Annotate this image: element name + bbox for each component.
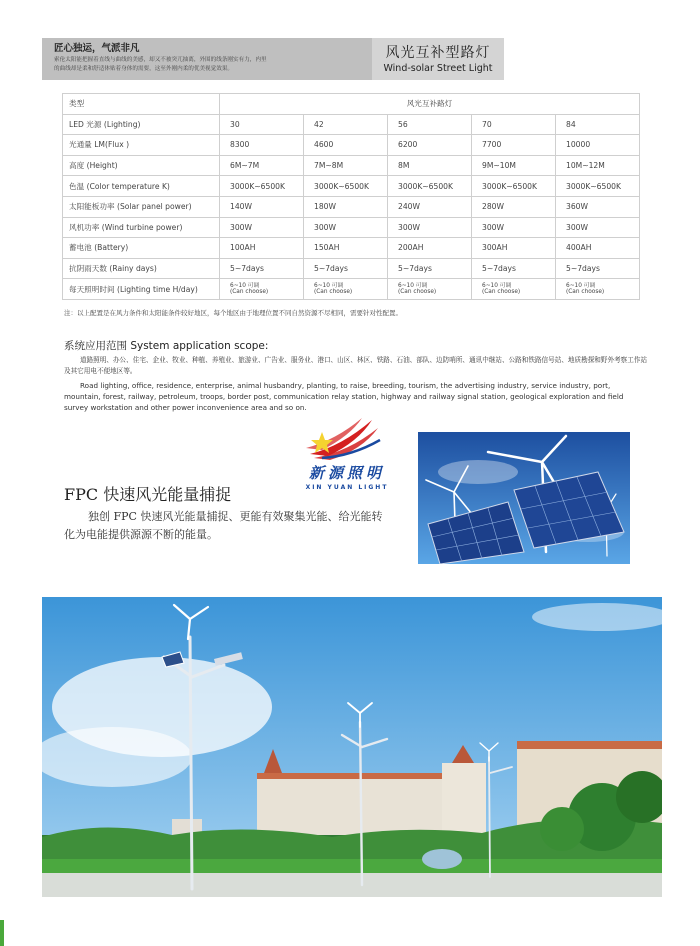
- table-note: 注：以上配置是在风力条件和太阳能条件较好地区，每个地区由于地理位置不同自然资源不尽相同，需要针对性配置。: [64, 309, 402, 317]
- table-cell: 5~7days: [220, 258, 304, 279]
- row-label: 太阳能板功率 (Solar panel power): [63, 196, 220, 217]
- scope-text-cn: 道路照明、办公、住宅、企业、牧业、种植、养殖业、旅游业、广告业、服务业、港口、山区、林区、铁路、石油、部队、边防哨所、通讯中继站、公路和铁路信号站、地质勘探和野外考察工作站及其它用电不便地区等。: [64, 356, 648, 375]
- header-title-block: [372, 38, 504, 80]
- table-cell: 3000K~6500K: [556, 176, 640, 197]
- spec-table: [62, 93, 640, 300]
- table-cell: 300W: [304, 217, 388, 238]
- table-cell: 70: [472, 114, 556, 135]
- logo-text-en: XIN YUAN LIGHT: [305, 484, 389, 491]
- table-cell: 3000K~6500K: [388, 176, 472, 197]
- header-banner: [42, 38, 504, 80]
- table-cell: 7700: [472, 135, 556, 156]
- table-row: [63, 217, 640, 238]
- table-header-label: 类型: [63, 94, 220, 115]
- row-label: 光通量 LM(Flux ): [63, 135, 220, 156]
- table-cell: 30: [220, 114, 304, 135]
- table-cell: 5~7days: [556, 258, 640, 279]
- table-cell: 5~7days: [472, 258, 556, 279]
- table-cell: 360W: [556, 196, 640, 217]
- table-cell: 100AH: [220, 238, 304, 259]
- table-cell: 6M~7M: [220, 155, 304, 176]
- table-cell: [220, 279, 304, 300]
- table-row: [63, 155, 640, 176]
- cell-line2: (Can choose): [230, 289, 269, 296]
- table-cell: [556, 279, 640, 300]
- header-desc-line2: 的曲线却是柔和舒适体贴着身体的需要，这至外刚内柔的优美视觉效果。: [54, 66, 234, 72]
- table-cell: [388, 279, 472, 300]
- logo-text-cn: 新源照明: [308, 464, 385, 482]
- table-header-row: [63, 94, 640, 115]
- table-cell: 300W: [556, 217, 640, 238]
- cell-line1: 6~10 可调: [566, 282, 596, 289]
- cell-line2: (Can choose): [314, 289, 353, 296]
- page-title-cn: 风光互补型路灯: [385, 45, 491, 61]
- table-cell: 7M~8M: [304, 155, 388, 176]
- table-cell: 5~7days: [304, 258, 388, 279]
- table-row: [63, 135, 640, 156]
- table-row: [63, 279, 640, 300]
- row-label: LED 光源 (Lighting): [63, 114, 220, 135]
- scope-text-en: Road lighting, office, residence, enterprise, animal husbandry, planting, to raise, breeding, tourism, the advertising industry, service industry, port, mountain, forest, railway, petroleum, troops, border post, communication relay station, highway and railway signal station, geological exploration and field survey workstation and other power inconvenience area and so on.: [64, 381, 624, 412]
- row-label: 抗阴雨天数 (Rainy days): [63, 258, 220, 279]
- cell-line2: (Can choose): [482, 289, 521, 296]
- table-cell: 300AH: [472, 238, 556, 259]
- cell-line2: (Can choose): [566, 289, 605, 296]
- header-desc-line1: 索伦太阳能把握着直线与曲线的美感，却又不被突兀抽离，外围的线条刚实有力，内里: [54, 57, 267, 63]
- table-cell: 3000K~6500K: [304, 176, 388, 197]
- table-cell: 56: [388, 114, 472, 135]
- table-cell: 42: [304, 114, 388, 135]
- cell-line1: 6~10 可调: [230, 282, 260, 289]
- table-header-value: 风光互补路灯: [220, 94, 640, 115]
- table-cell: 8300: [220, 135, 304, 156]
- page-title-en: Wind-solar Street Light: [383, 63, 493, 74]
- row-label: 每天照明时间 (Lighting time H/day): [63, 279, 220, 300]
- street-light-photo: [42, 597, 662, 897]
- table-cell: 5~7days: [388, 258, 472, 279]
- table-row: [63, 238, 640, 259]
- table-cell: 4600: [304, 135, 388, 156]
- row-label: 蓄电池 (Battery): [63, 238, 220, 259]
- header-slogan: 匠心独运，气派非凡: [54, 43, 140, 54]
- table-cell: 280W: [472, 196, 556, 217]
- table-cell: 6200: [388, 135, 472, 156]
- corner-accent: [0, 920, 4, 946]
- brand-logo: [292, 418, 402, 498]
- row-label: 高度 (Height): [63, 155, 220, 176]
- table-cell: 10000: [556, 135, 640, 156]
- table-cell: 84: [556, 114, 640, 135]
- table-cell: 3000K~6500K: [472, 176, 556, 197]
- table-cell: 200AH: [388, 238, 472, 259]
- table-row: [63, 176, 640, 197]
- table-cell: 240W: [388, 196, 472, 217]
- table-cell: 3000K~6500K: [220, 176, 304, 197]
- table-cell: 8M: [388, 155, 472, 176]
- cell-line1: 6~10 可调: [398, 282, 428, 289]
- table-cell: [472, 279, 556, 300]
- table-cell: 180W: [304, 196, 388, 217]
- table-cell: 300W: [220, 217, 304, 238]
- table-cell: 300W: [472, 217, 556, 238]
- cell-line1: 6~10 可调: [314, 282, 344, 289]
- table-row: [63, 114, 640, 135]
- solar-wind-photo: [418, 432, 630, 564]
- table-cell: [304, 279, 388, 300]
- header-slogan-block: [54, 43, 394, 73]
- cell-line1: 6~10 可调: [482, 282, 512, 289]
- table-row: [63, 258, 640, 279]
- table-cell: 10M~12M: [556, 155, 640, 176]
- cell-line2: (Can choose): [398, 289, 437, 296]
- fpc-body: 独创 FPC 快速风光能量捕捉、更能有效聚集光能、给光能转化为电能提供源源不断的能量。: [64, 510, 383, 541]
- table-cell: 140W: [220, 196, 304, 217]
- table-cell: 9M~10M: [472, 155, 556, 176]
- row-label: 色温 (Color temperature K): [63, 176, 220, 197]
- table-cell: 150AH: [304, 238, 388, 259]
- table-cell: 400AH: [556, 238, 640, 259]
- logo-swoosh-icon: [292, 418, 402, 462]
- table-row: [63, 196, 640, 217]
- table-cell: 300W: [388, 217, 472, 238]
- scope-title: 系统应用范围 System application scope:: [64, 340, 269, 352]
- fpc-title: FPC 快速风光能量捕捉: [64, 485, 232, 504]
- row-label: 风机功率 (Wind turbine power): [63, 217, 220, 238]
